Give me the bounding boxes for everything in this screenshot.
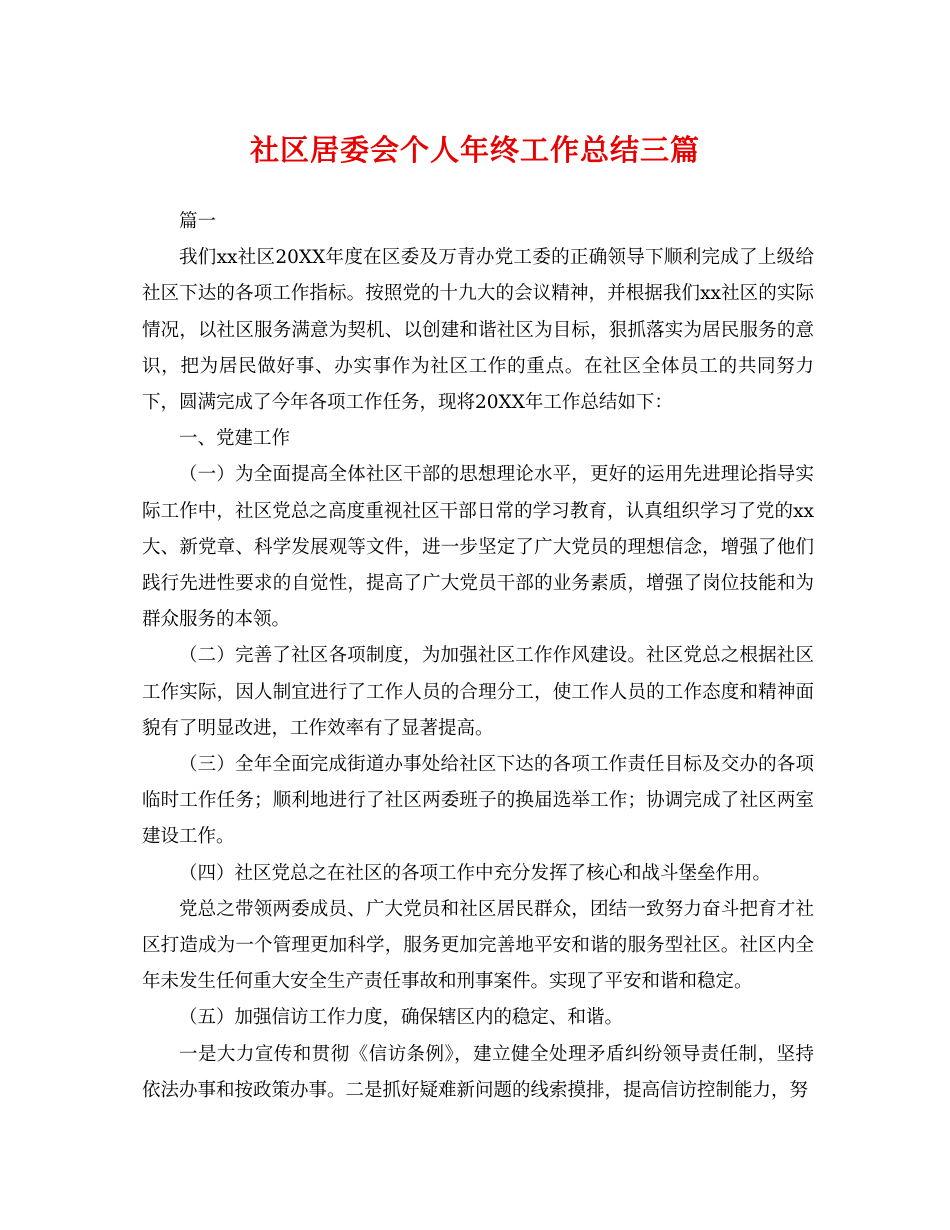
- paragraph: 党总之带领两委成员、广大党员和社区居民群众，团结一致努力奋斗把育才社区打造成为一个管理更加科学，服务更加完善地平安和谐的服务型社区。社区内全年未发生任何重大安全生产责任事故和刑事案件。实现了平安和谐和稳定。: [142, 898, 814, 993]
- paragraph: （四）社区党总之在社区的各项工作中充分发挥了核心和战斗堡垒作用。: [179, 862, 772, 884]
- document-title: 社区居委会个人年终工作总结三篇: [249, 133, 700, 167]
- paragraph: （三）全年全面完成街道办事处给社区下达的各项工作责任目标及交办的各项临时工作任务；顺利地进行了社区两委班子的换届选举工作；协调完成了社区两室建设工作。: [142, 754, 814, 848]
- paragraph: 一是大力宣传和贯彻《信访条例》，建立健全处理矛盾纠纷领导责任制，坚持依法办事和按政策办事。二是抓好疑难新问题的线索摸排，提高信访控制能力，努: [142, 1043, 814, 1101]
- paragraph: （二）完善了社区各项制度，为加强社区工作作风建设。社区党总之根据社区工作实际，因人制宜进行了工作人员的合理分工，使工作人员的工作态度和精神面貌有了明显改进，工作效率有了显著提高。: [142, 645, 814, 739]
- paragraph: （五）加强信访工作力度，确保辖区内的稳定、和谐。: [179, 1007, 624, 1029]
- paragraph: 我们xx社区20XX年度在区委及万青办党工委的正确领导下顺利完成了上级给社区下达的各项工作指标。按照党的十九大的会议精神，并根据我们xx社区的实际情况，以社区服务满意为契机、以创建和谐社区为目标，狠抓落实为居民服务的意识，把为居民做好事、办实事作为社区工作的重点。在社区全体员工的共同努力下，圆满完成了今年各项工作任务，现将20XX年工作总结如下：: [142, 247, 814, 414]
- paragraph: （一）为全面提高全体社区干部的思想理论水平，更好的运用先进理论指导实际工作中，社区党总之高度重视社区干部日常的学习教育，认真组织学习了党的xx大、新党章、科学发展观等文件，进一步坚定了广大党员的理想信念，增强了他们践行先进性要求的自觉性，提高了广大党员干部的业务素质，增强了岗位技能和为群众服务的本领。: [142, 464, 814, 631]
- document-body: [142, 204, 814, 1109]
- paragraph: 篇一: [179, 211, 217, 232]
- paragraph: 一、党建工作: [179, 428, 291, 450]
